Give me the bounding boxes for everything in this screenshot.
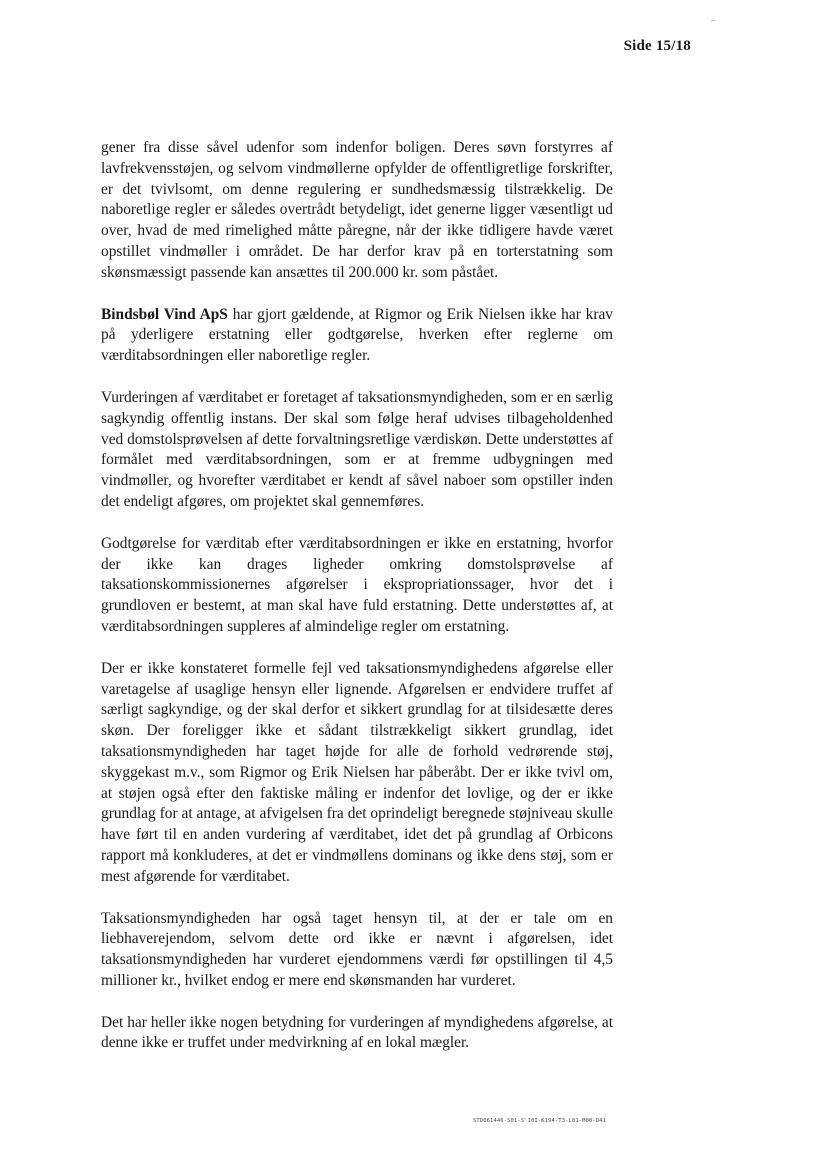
paragraph-7 — [101, 1013, 613, 1055]
paragraph-3 — [101, 388, 613, 513]
paragraph-text: har gjort gældende, at Rigmor og Erik Nielsen ikke har krav på yderligere erstatning eller godtgørelse, hverken efter reglerne om værditabsordningen eller naboretlige regler. — [101, 305, 613, 365]
document-body — [101, 138, 613, 1075]
paragraph-6 — [101, 909, 613, 992]
paragraph-4 — [101, 534, 613, 638]
paragraph-text: gener fra disse såvel udenfor som indenfor boligen. Deres søvn forstyrres af lavfrekvensstøjen, og selvom vindmøllerne opfylder de offentligretlige forskrifter, er det tvivlsomt, om denne regulering er sundhedsmæssig tilstrækkelig. De naboretlige regler er således overtrådt betydeligt, idet generne ligger væsentligt ud over, hvad de med rimelighed måtte påregne, når der ikke tidligere havde været opstillet vindmøller i området. De har derfor krav på en torterstatning som skønsmæssigt passende kan ansættes til 200.000 kr. som påstået. — [101, 139, 613, 281]
paragraph-5 — [101, 659, 613, 888]
paragraph-text: Vurderingen af værditabet er foretaget af taksationsmyndigheden, som er en særlig sagkyndig offentlig instans. Der skal som følge heraf udvises tilbageholdenhed ved domstolsprøvelsen af dette forvaltningsretlige værdiskøn. Dette understøttes af formålet med værditabsordningen, som er at fremme udbygningen med vindmøller, og hvorefter værditabet er kendt af såvel naboer som opstiller inden det endeligt afgøres, om projektet skal gennemføres. — [101, 388, 613, 510]
document-code: STD061446-S01-S'I0I-K194-T3-L01-M00-D41 — [473, 1118, 607, 1124]
paragraph-2 — [101, 305, 613, 367]
page-number: Side 15/18 — [623, 38, 691, 54]
corner-mark — [711, 20, 715, 21]
paragraph-1 — [101, 138, 613, 284]
paragraph-text: Det har heller ikke nogen betydning for vurderingen af myndighedens afgørelse, at denne ikke er truffet under medvirkning af en lokal mægler. — [101, 1013, 613, 1052]
paragraph-text: Der er ikke konstateret formelle fejl ved taksationsmyndighedens afgørelse eller varetagelse af usaglige hensyn eller lignende. Afgørelsen er endvidere truffet af særligt sagkyndige, og der skal derfor et sikkert grundlag for at tilsidesætte deres skøn. Der foreligger ikke et sådant tilstrækkeligt sikkert grundlag, idet taksationsmyndigheden har taget højde for alle de forhold vedrørende støj, skyggekast m.v., som Rigmor og Erik Nielsen har påberåbt. Der er ikke tvivl om, at støjen også efter den faktiske måling er indenfor det lovlige, og der er ikke grundlag for at antage, at afvigelsen fra det oprindeligt beregnede støjniveau skulle have ført til en anden vurdering af værditabet, idet det på grundlag af Orbicons rapport må konkluderes, at det er vindmøllens dominans og ikke dens støj, som er mest afgørende for værditabet. — [101, 659, 613, 885]
paragraph-text: Godtgørelse for værditab efter værditabsordningen er ikke en erstatning, hvorfor der ikke kan drages ligheder omkring domstolsprøvelse af taksationskommissionernes afgørelser i ekspropriationssager, hvor det i grundloven er bestemt, at man skal have fuld erstatning. Dette understøttes af, at værditabsordningen suppleres af almindelige regler om erstatning. — [101, 534, 613, 635]
paragraph-text: Taksationsmyndigheden har også taget hensyn til, at der er tale om en liebhaverejendom, selvom dette ord ikke er nævnt i afgørelsen, idet taksationsmyndigheden har vurderet ejendommens værdi før opstillingen til 4,5 millioner kr., hvilket endog er mere end skønsmanden har vurderet. — [101, 909, 613, 989]
party-name: Bindsbøl Vind ApS — [101, 305, 228, 323]
